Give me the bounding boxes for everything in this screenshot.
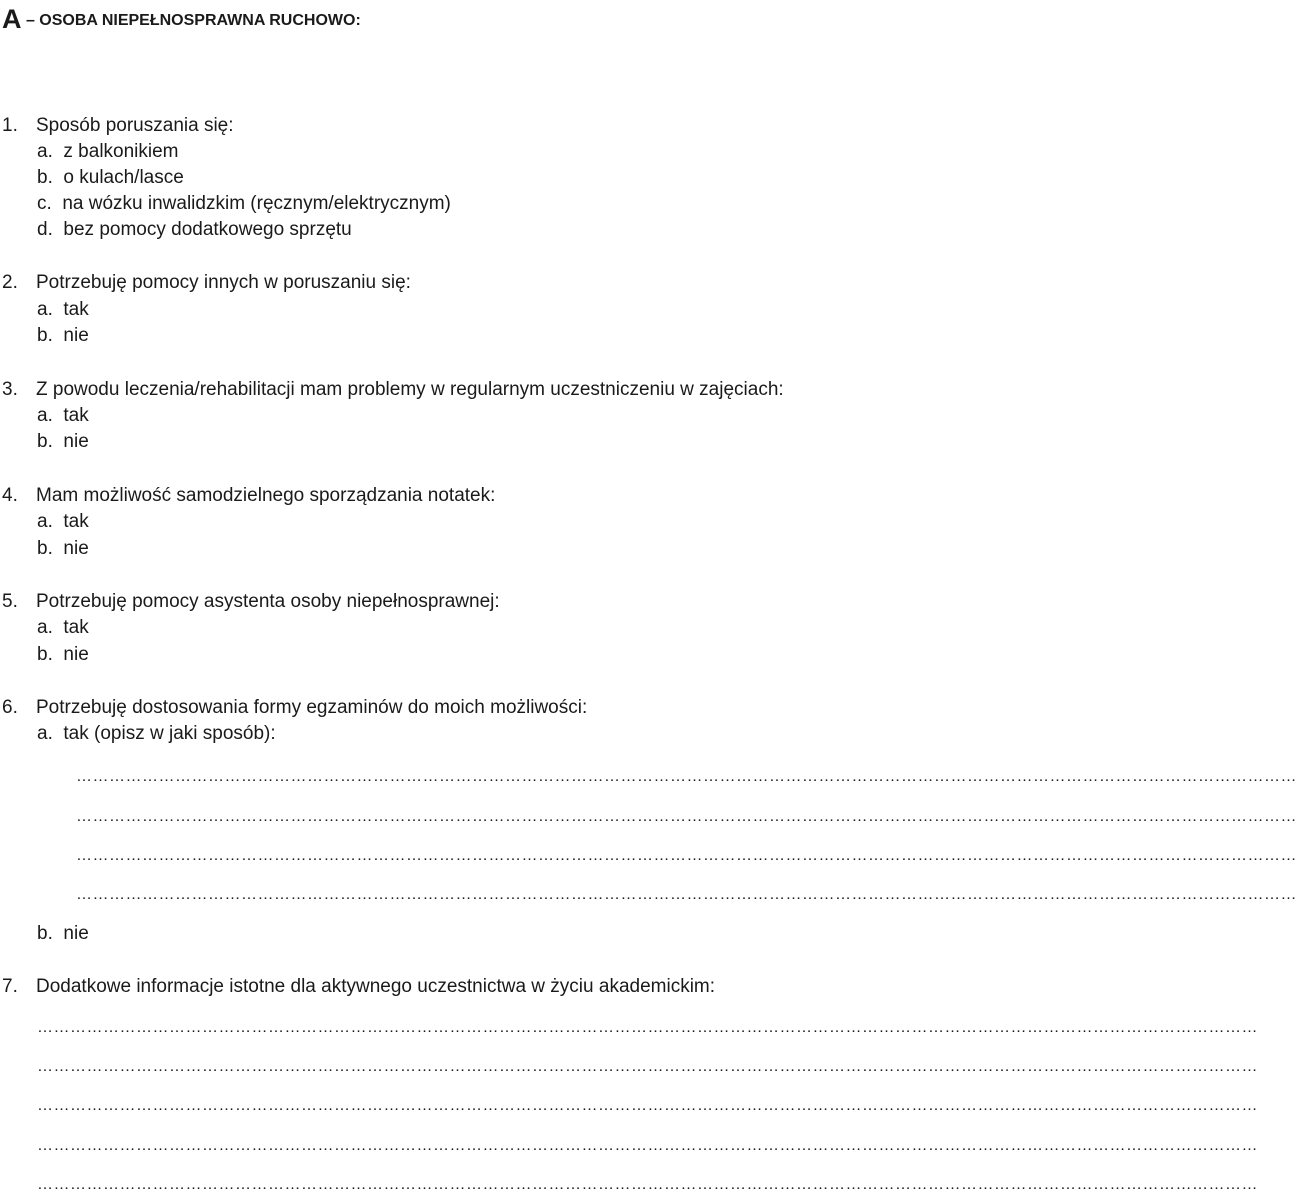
question-text: Sposób poruszania się: xyxy=(36,115,234,136)
question-number: 5. xyxy=(2,591,18,612)
answer-line-6-3[interactable]: …………………………………………………………………………………………………………………………………………………………………………………………………… xyxy=(76,847,1297,864)
option-2a: a. tak xyxy=(37,299,89,320)
option-3b: b. nie xyxy=(37,431,89,452)
question-text: Potrzebuję pomocy asystenta osoby niepełnosprawnej: xyxy=(36,591,500,612)
answer-line-6-2[interactable]: …………………………………………………………………………………………………………………………………………………………………………………………………… xyxy=(76,808,1297,825)
question-4 xyxy=(2,484,495,508)
question-3 xyxy=(2,378,784,402)
section-title xyxy=(2,4,361,36)
question-number: 2. xyxy=(2,272,18,293)
question-number: 6. xyxy=(2,697,18,718)
question-number: 4. xyxy=(2,485,18,506)
option-4a: a. tak xyxy=(37,511,89,532)
option-1a: a. z balkonikiem xyxy=(37,141,179,162)
answer-line-6-4[interactable]: …………………………………………………………………………………………………………………………………………………………………………………………………… xyxy=(76,886,1297,903)
answer-line-7-4[interactable]: …………………………………………………………………………………………………………………………………………………………………………………………………… xyxy=(37,1137,1258,1154)
question-7 xyxy=(2,975,715,999)
question-text: Dodatkowe informacje istotne dla aktywnego uczestnictwa w życiu akademickim: xyxy=(36,976,716,997)
question-number: 1. xyxy=(2,115,18,136)
section-title-text: – OSOBA NIEPEŁNOSPRAWNA RUCHOWO: xyxy=(21,12,361,29)
section-letter: A xyxy=(2,4,22,34)
question-number: 7. xyxy=(2,976,18,997)
answer-line-7-5[interactable]: …………………………………………………………………………………………………………………………………………………………………………………………………… xyxy=(37,1176,1258,1193)
question-6 xyxy=(2,696,587,720)
question-text: Potrzebuję dostosowania formy egzaminów do moich możliwości: xyxy=(36,697,588,718)
option-6a: a. tak (opisz w jaki sposób): xyxy=(37,723,276,744)
option-1c: c. na wózku inwalidzkim (ręcznym/elektrycznym) xyxy=(37,193,451,214)
option-5a: a. tak xyxy=(37,617,89,638)
option-1d: d. bez pomocy dodatkowego sprzętu xyxy=(37,219,352,240)
option-1b: b. o kulach/lasce xyxy=(37,167,184,188)
answer-line-6-1[interactable]: …………………………………………………………………………………………………………………………………………………………………………………………………… xyxy=(76,768,1297,785)
answer-line-7-3[interactable]: …………………………………………………………………………………………………………………………………………………………………………………………………… xyxy=(37,1097,1258,1114)
option-2b: b. nie xyxy=(37,325,89,346)
answer-line-7-1[interactable]: …………………………………………………………………………………………………………………………………………………………………………………………………… xyxy=(37,1019,1258,1036)
question-text: Mam możliwość samodzielnego sporządzania notatek: xyxy=(36,485,496,506)
option-6b: b. nie xyxy=(37,923,89,944)
question-2 xyxy=(2,271,411,295)
option-3a: a. tak xyxy=(37,405,89,426)
option-5b: b. nie xyxy=(37,644,89,665)
option-4b: b. nie xyxy=(37,538,89,559)
question-text: Potrzebuję pomocy innych w poruszaniu się: xyxy=(36,272,411,293)
question-text: Z powodu leczenia/rehabilitacji mam problemy w regularnym uczestniczeniu w zajęciach: xyxy=(36,379,784,400)
question-5 xyxy=(2,590,500,614)
question-number: 3. xyxy=(2,379,18,400)
answer-line-7-2[interactable]: …………………………………………………………………………………………………………………………………………………………………………………………………… xyxy=(37,1058,1258,1075)
question-1 xyxy=(2,114,234,138)
